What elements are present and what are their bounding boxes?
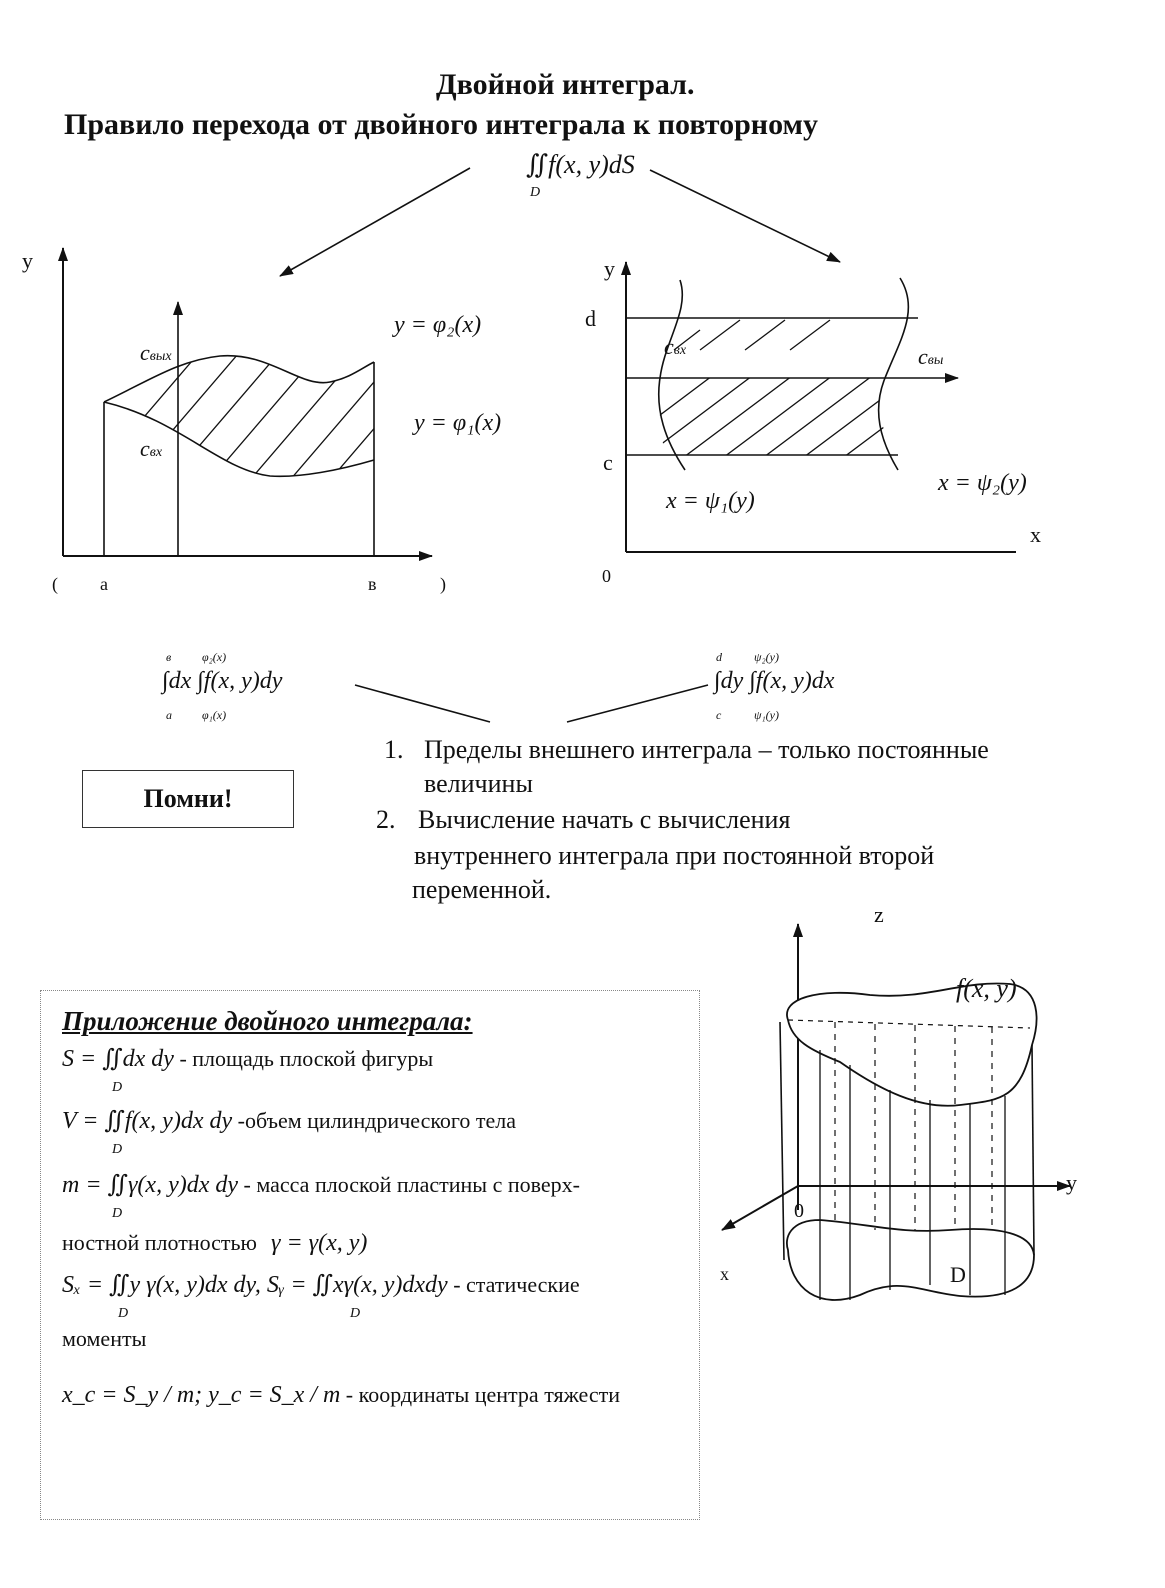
axis-x-3d-label: x (720, 1264, 729, 1284)
outer-lower-right: c (716, 708, 722, 722)
right-axis-y-label: y (604, 256, 615, 281)
rule-1-num: 1. (384, 735, 404, 764)
iterated-integral-left (160, 650, 360, 730)
right-region-diagram (600, 262, 1016, 552)
c-in-label (140, 436, 162, 462)
mass-line (62, 1170, 580, 1199)
remember-box: Помни! (82, 770, 294, 828)
c-out-main: c (140, 340, 150, 365)
left-region-diagram (63, 248, 450, 556)
left-axis-x-label: ) (440, 574, 446, 594)
c-out-label (140, 340, 172, 366)
inner-lower-right: ψ₁(y) (754, 708, 779, 722)
center-formula: x_c = S_y / m; y_c = S_x / m (62, 1382, 341, 1408)
rule-2-line2: внутреннего интеграла при постоянной второй (414, 841, 935, 870)
rule-2-line3: переменной. (412, 875, 552, 904)
c-out-right-sub: вы (927, 353, 944, 368)
axis-y-3d-label: y (1066, 1170, 1077, 1195)
c-in-right-sub: вх (673, 343, 687, 358)
density-line (62, 1230, 367, 1257)
volume-line (62, 1106, 516, 1135)
left-axis-y-label: y (22, 248, 33, 273)
diagrams-svg (0, 0, 1165, 760)
left-origin-label: ( (52, 574, 58, 594)
applications-title: Приложение двойного интеграла: (62, 1006, 473, 1036)
outer-upper-right: d (716, 650, 722, 664)
c-out-right-main: c (918, 344, 928, 369)
center-text: - координаты центра тяжести (340, 1382, 621, 1407)
rule-1 (384, 734, 989, 766)
base-region (787, 1220, 1034, 1300)
mass-formula: m = ∬γ(x, y)dx dy (62, 1172, 239, 1198)
rule-2-num: 2. (376, 805, 396, 834)
upper-curve-label: y = φ₂(x) (394, 312, 482, 338)
title-line-1: Двойной интеграл. (436, 68, 695, 101)
label-a: a (100, 574, 108, 594)
expr-left: ∫dx ∫f(x, y)dy (162, 668, 283, 694)
area-domain: D (112, 1080, 123, 1095)
c-out-sub: вых (149, 349, 172, 364)
c-out-right-label (918, 344, 943, 370)
outer-upper-left: в (166, 650, 172, 664)
right-hatching (600, 370, 960, 460)
mass-domain: D (112, 1206, 123, 1221)
right-curve-psi2 (879, 278, 909, 470)
axis-z-label: z (874, 902, 884, 927)
right-curve-label: x = ψ₂(y) (938, 470, 1027, 496)
x-axis-3d (722, 1186, 798, 1230)
iterated-integral-right (712, 650, 912, 730)
expr-right: ∫dy ∫f(x, y)dx (714, 668, 835, 694)
region-d-label: D (950, 1262, 966, 1287)
static-domain-2: D (350, 1306, 361, 1321)
rule-1-line1: Пределы внешнего интеграла – только постоянные (424, 735, 989, 764)
density-formula: γ = γ(x, y) (271, 1230, 368, 1256)
center-line (62, 1382, 620, 1409)
static-formula: Sₓ = ∬y γ(x, y)dx dy, Sᵧ = ∬xγ(x, y)dxdy (62, 1272, 448, 1298)
volume-text: -объем цилиндрического тела (232, 1108, 517, 1133)
density-text: ностной плотностью (62, 1230, 257, 1255)
label-d: d (585, 306, 596, 331)
rule-1-line2: величины (424, 769, 533, 798)
double-integral-domain: D (530, 185, 541, 200)
mass-text: - масса плоской пластины с поверх- (238, 1172, 580, 1197)
volume-formula: V = ∬f(x, y)dx dy (62, 1108, 233, 1134)
arrow-to-left-diagram (280, 168, 470, 276)
static-domain-1: D (118, 1306, 129, 1321)
c-in-main: c (140, 436, 150, 461)
right-axis-x-label: x (1030, 522, 1041, 547)
title-line-2: Правило перехода от двойного интеграла к повторному (64, 108, 818, 141)
inner-lower-left: φ₁(x) (202, 708, 227, 722)
area-text: - площадь плоской фигуры (173, 1046, 434, 1071)
static-text-2: моменты (62, 1326, 147, 1351)
left-curve-psi1 (659, 280, 685, 470)
c-in-sub: вх (149, 445, 163, 460)
c-in-right-label (664, 334, 686, 360)
cylinder-diagram (700, 900, 1140, 1340)
double-integral-formula: ∬f(x, y)dS (526, 150, 635, 179)
label-c: c (603, 450, 613, 475)
origin-3d-label: 0 (794, 1200, 804, 1222)
static-line (62, 1270, 580, 1299)
left-curve-label: x = ψ₁(y) (666, 488, 755, 514)
inner-upper-left: φ₂(x) (202, 650, 227, 664)
lower-curve-label: y = φ₁(x) (414, 410, 502, 436)
area-formula: S = ∬dx dy (62, 1046, 174, 1072)
rule-2-line1: Вычисление начать с вычисления (418, 805, 791, 834)
static-text: - статические (447, 1272, 580, 1297)
surface-label: f(x, y) (956, 974, 1017, 1003)
outer-lower-left: a (166, 708, 172, 722)
rule-2 (376, 804, 790, 836)
c-in-right-main: c (664, 334, 674, 359)
label-b: в (368, 574, 377, 594)
right-origin-label: 0 (602, 566, 611, 586)
inner-upper-right: ψ₂(y) (754, 650, 779, 664)
area-line (62, 1044, 433, 1073)
arrow-to-right-diagram (650, 170, 840, 262)
volume-domain: D (112, 1142, 123, 1157)
